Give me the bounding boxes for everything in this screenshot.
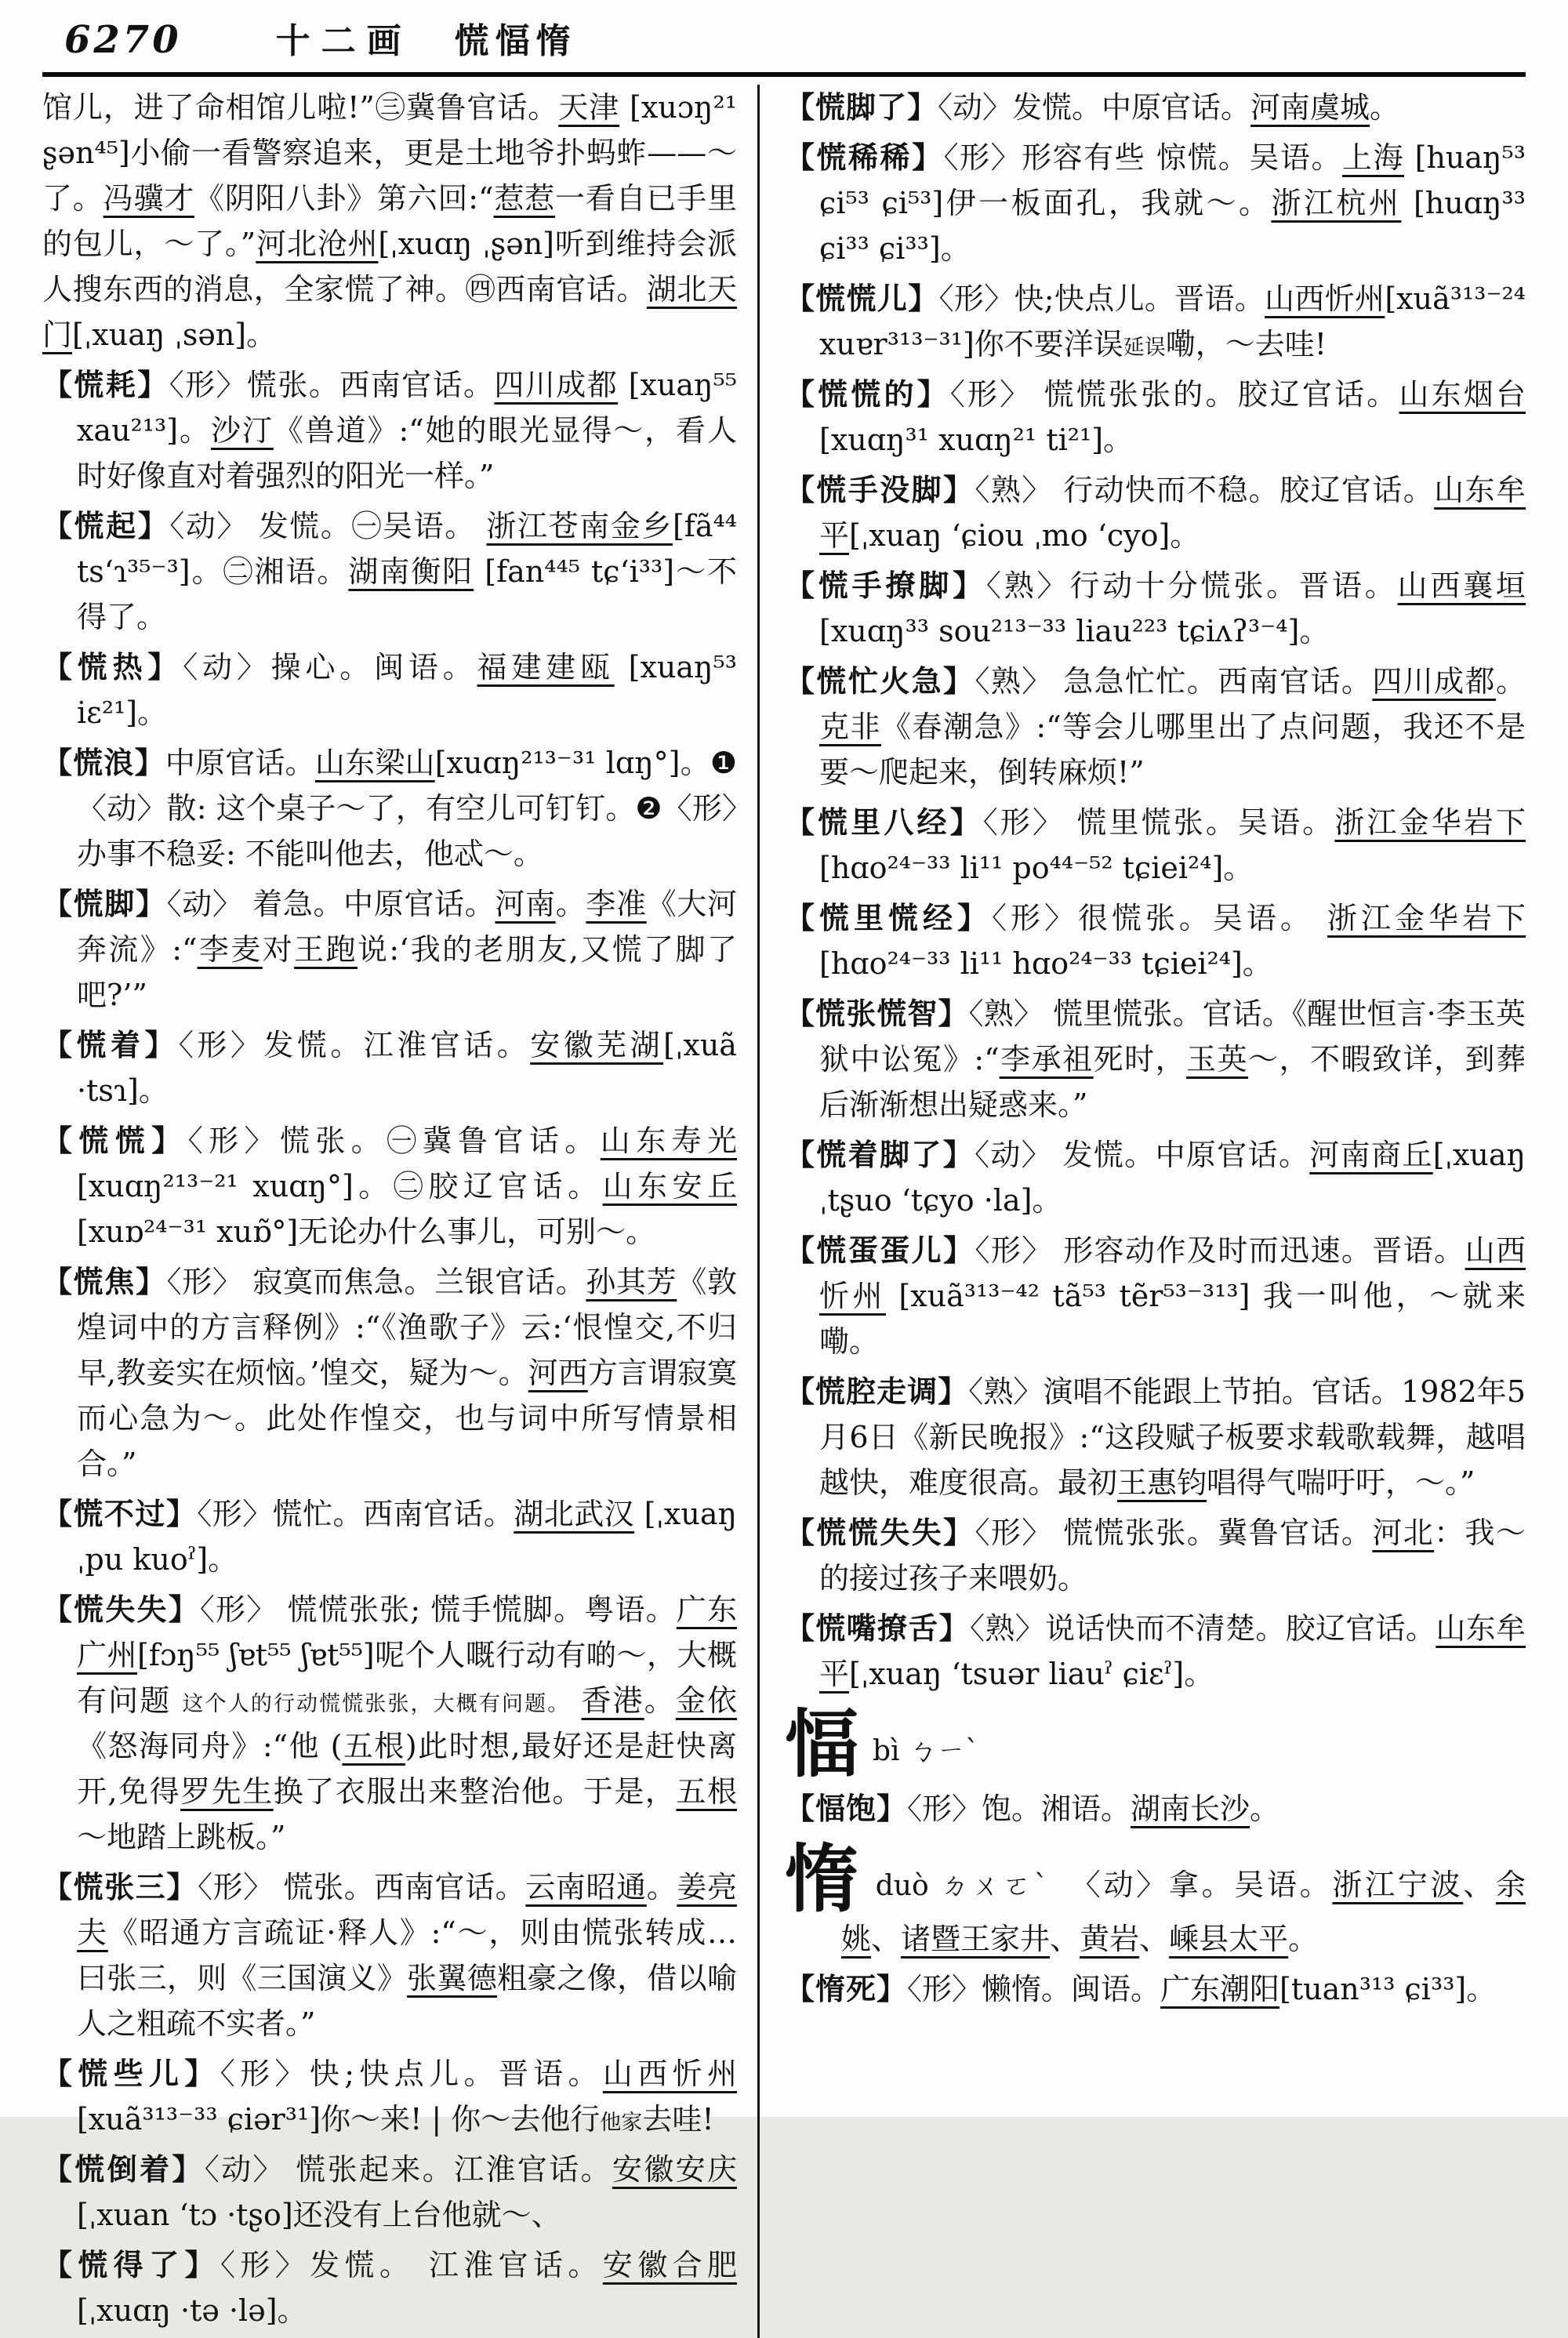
text-run: 〈形〉 慌慌张张。冀鲁官话。 — [975, 1516, 1373, 1550]
proper-noun-run: 浙江宁波 — [1332, 1868, 1464, 1902]
proper-noun-run: 山东烟台 — [1399, 377, 1526, 412]
text-run: 。 — [1250, 1792, 1280, 1826]
text-run: 说:‘我的老朋友,又慌了脚了吧?’” — [77, 932, 737, 1012]
proper-noun-run: 香港 — [581, 1683, 644, 1718]
proper-noun-run: 天津 — [558, 90, 620, 125]
stroke-count-section: 十二画 — [275, 21, 412, 61]
proper-noun-run: 云南昭通 — [525, 1870, 647, 1904]
big-character: 惰 — [785, 1836, 862, 1922]
proper-noun-run: 黄岩 — [1080, 1922, 1140, 1956]
dict-entry — [42, 1587, 737, 1860]
proper-noun-run: 湖南衡阳 — [348, 554, 474, 589]
dict-entry — [785, 563, 1526, 654]
dict-entry — [785, 1228, 1526, 1364]
text-run: 。 — [1495, 664, 1526, 699]
proper-noun-run: 五根 — [342, 1729, 405, 1763]
char-headword — [785, 1701, 1526, 1788]
entry-headword: 【慌蛋蛋儿】 — [785, 1233, 975, 1268]
proper-noun-run: 广东广州 — [77, 1592, 737, 1672]
text-run: 、 — [871, 1922, 902, 1956]
entry-headword: 【慌腔走调】 — [785, 1374, 969, 1409]
pinyin-zhuyin: duò ㄉㄨㄛˋ — [875, 1870, 1063, 1902]
text-run: 对 — [262, 932, 295, 967]
continuation-paragraph — [42, 85, 737, 358]
text-run: [huɑŋ³³ ɕi³³ ɕi³³]。 — [819, 186, 1526, 266]
proper-noun-run: 山西襄垣 — [1397, 568, 1526, 603]
text-run: [xuɒ²⁴⁻³¹ xuɒ̃°]无论办什么事儿，可别～。 — [77, 1214, 656, 1249]
text-run: [xuɑŋ²¹³⁻²¹ xuɑŋ°]。㊁胶辽官话。 — [77, 1169, 603, 1203]
text-run: ：我～的接过孩子来喂奶。 — [819, 1516, 1526, 1596]
section-headword-chars: 慌愊惰 — [454, 21, 577, 61]
entry-headword: 【慌失失】 — [42, 1592, 200, 1627]
text-run: 〈形〉快;快点儿。晋语。 — [938, 281, 1265, 316]
page-number: 6270 — [64, 18, 182, 62]
text-run: [xuɑŋ²¹³⁻³¹ lɑŋ°]。❶〈动〉散: 这个桌子～了，有空儿可钉钉。❷〈形〉办事不稳妥: 不能叫他去，他忒～。 — [77, 746, 737, 871]
text-run: 〈熟〉 行动快而不稳。胶辽官话。 — [975, 473, 1435, 507]
dict-entry — [785, 1606, 1526, 1697]
entry-headword: 【慌张慌智】 — [785, 996, 969, 1031]
text-run: 〈形〉 形容动作及时而迅速。晋语。 — [975, 1233, 1465, 1268]
entry-headword: 【慌耗】 — [42, 367, 169, 402]
header-rule — [42, 72, 1526, 77]
text-run: 《敦煌词中的方言释例》:“《渔歌子》云:‘恨惶交,不归早,教妾实在烦恼。’惶交，疑为～。 — [77, 1265, 737, 1390]
dict-entry — [785, 1510, 1526, 1601]
dict-entry — [785, 1369, 1526, 1505]
dict-entry — [785, 467, 1526, 558]
text-run: 〈熟〉 急急忙忙。西南官话。 — [975, 664, 1373, 699]
text-run: 《春潮急》:“等会儿哪里出了点问题，我还不是要～爬起来，倒转麻烦!” — [819, 710, 1526, 790]
text-run: 〈动〉 着急。中原官话。 — [166, 887, 495, 921]
dict-entry — [785, 372, 1526, 463]
text-run: 中原官话。 — [165, 746, 315, 780]
proper-noun-run: 五根 — [676, 1774, 737, 1809]
text-run: [ˌxuã ·tsɿ]。 — [77, 1028, 737, 1108]
text-run: ～地踏上跳板。” — [77, 1820, 286, 1854]
text-run: [xuã³¹³⁻⁴² tã⁵³ tẽr⁵³⁻³¹³] 我一叫他，～就来嘞。 — [819, 1279, 1526, 1359]
text-run: 《昭通方言疏证·释人》:“～，则由慌张转成…曰张三，则《三国演义》 — [77, 1915, 737, 1995]
text-run: 〈形〉 慌慌张张; 慌手慌脚。粤语。 — [199, 1592, 677, 1627]
proper-noun-run: 王跑 — [294, 932, 358, 967]
entry-headword: 【慌倒着】 — [42, 2151, 205, 2187]
proper-noun-run: 河南 — [495, 887, 556, 921]
proper-noun-run: 李承祖 — [999, 1042, 1094, 1076]
entry-headword: 【慌里慌经】 — [785, 900, 992, 935]
text-run: )此时想,最好还是赶快离开,免得 — [77, 1729, 737, 1809]
entry-headword: 【慌嘴撩舌】 — [785, 1610, 970, 1646]
proper-noun-run: 河西 — [528, 1356, 588, 1390]
proper-noun-run: 河北沧州 — [256, 227, 379, 261]
dict-entry — [42, 503, 737, 640]
text-run: 〈形〉慌张。㊀冀鲁官话。 — [187, 1124, 601, 1158]
gloss-small-run: 延误 — [1123, 336, 1166, 360]
text-run: 〈形〉发慌。江淮官话。 — [178, 1028, 531, 1062]
text-run: [ˌxuaŋ ˌtʂuo ʻtɕyo ·la]。 — [819, 1138, 1526, 1218]
text-run: 。 — [555, 887, 586, 921]
dict-entry — [42, 1259, 737, 1487]
text-run: 〈动〉操心。闽语。 — [183, 650, 477, 684]
entry-headword: 【慌浪】 — [42, 745, 165, 780]
proper-noun-run: 山东安丘 — [602, 1169, 737, 1203]
dict-entry — [785, 1786, 1526, 1832]
text-run: 《阴阳八卦》第六回:“ — [194, 181, 494, 216]
text-run: 、 — [1050, 1922, 1080, 1956]
proper-noun-run: 嵊县太平 — [1169, 1922, 1289, 1956]
text-run: 〈形〉快;快点儿。晋语。 — [220, 2057, 603, 2091]
text-run: 。 — [1370, 90, 1400, 125]
entry-headword: 【慌慌失失】 — [785, 1515, 975, 1550]
entry-headword: 【慌稀稀】 — [785, 140, 944, 175]
entry-headword: 【慌里八经】 — [785, 804, 983, 840]
text-run: 方言谓寂寞而心急为～。此处作惶交，也与词中所写情景相合。” — [77, 1356, 737, 1481]
dict-entry — [42, 1864, 737, 2046]
text-run: 〈形〉 慌张。西南官话。 — [198, 1870, 526, 1904]
entry-headword: 【慌手撩脚】 — [785, 568, 986, 603]
entry-headword: 【慌慌】 — [42, 1123, 188, 1158]
text-run: 《大河奔流》:“ — [77, 887, 737, 967]
text-run: [xuã³¹³⁻³³ ɕiər³¹]你～来! | 你～去他行 — [77, 2102, 601, 2137]
text-run: 唱得气喘吁吁，～。” — [1207, 1465, 1475, 1500]
text-run: 〈形〉形容有些 惊慌。吴语。 — [943, 140, 1342, 175]
proper-noun-run: 姜亮夫 — [77, 1870, 737, 1950]
entry-headword: 【慌慌儿】 — [785, 281, 939, 316]
text-run: [xuɑŋ³³ sou²¹³⁻³³ liau²²³ tɕiʌʔ³⁻⁴]。 — [819, 614, 1330, 648]
dict-entry — [785, 1132, 1526, 1223]
dict-entry — [785, 135, 1526, 271]
entry-headword: 【慌张三】 — [42, 1869, 198, 1904]
text-run: 〈动〉拿。吴语。 — [1070, 1868, 1333, 1902]
entry-headword: 【慌忙火急】 — [785, 663, 975, 699]
entry-headword: 【慌脚了】 — [785, 89, 938, 125]
dict-entry — [42, 2051, 737, 2142]
text-run: 〈形〉 慌慌张张的。胶辽官话。 — [949, 377, 1399, 412]
text-run: 〈形〉懒惰。闽语。 — [907, 1972, 1161, 2006]
text-run: 〈形〉 慌里慌张。吴语。 — [982, 805, 1335, 840]
proper-noun-run: 金依 — [675, 1683, 737, 1718]
proper-noun-run: 上海 — [1341, 140, 1405, 175]
entry-headword: 【惰死】 — [785, 1971, 908, 2006]
text-run: [fã⁴⁴ tsʻɿ³⁵⁻³]。㊁湘语。 — [77, 509, 737, 589]
dict-entry — [42, 2147, 737, 2238]
text-run: 〈动〉 发慌。㊀吴语。 — [169, 509, 487, 543]
text-run: [xuã³¹³⁻²⁴ xuɐr³¹³⁻³¹]你不要洋误 — [819, 281, 1526, 361]
proper-noun-run: 河北 — [1372, 1516, 1435, 1550]
proper-noun-run: 冯骥才 — [103, 181, 195, 216]
proper-noun-run: 王惠钧 — [1117, 1465, 1207, 1500]
text-run: [hɑo²⁴⁻³³ li¹¹ hɑo²⁴⁻³³ tɕiei²⁴]。 — [819, 946, 1272, 981]
text-columns — [42, 85, 1526, 2338]
page-header — [42, 13, 1526, 63]
text-run: 〈形〉慌忙。西南官话。 — [197, 1497, 514, 1531]
entry-headword: 【慌起】 — [42, 508, 170, 543]
char-headword — [785, 1836, 1526, 1962]
left-column — [42, 85, 757, 2338]
text-run: 〈形〉很慌张。吴语。 — [991, 901, 1327, 935]
dict-entry — [42, 362, 737, 499]
text-run: 嘞，～去哇! — [1165, 327, 1327, 361]
text-run: 〈动〉 发慌。中原官话。 — [975, 1138, 1310, 1172]
entry-headword: 【慌着】 — [42, 1027, 179, 1062]
proper-noun-run: 湖南长沙 — [1131, 1792, 1250, 1826]
text-run: [fɔŋ⁵⁵ ʃɐt⁵⁵ ʃɐt⁵⁵]呢个人嘅行动有啲～，大概有问题 — [77, 1638, 737, 1718]
dict-entry — [42, 881, 737, 1018]
proper-noun-run: 沙汀 — [210, 413, 274, 448]
dict-entry — [785, 276, 1526, 367]
proper-noun-run: 安徽安庆 — [612, 2152, 737, 2187]
proper-noun-run: 四川成都 — [1372, 664, 1496, 699]
text-run: 〈形〉饱。湘语。 — [907, 1792, 1131, 1826]
text-run: [ˌxuaŋ ʻɕiou ˌmo ʻcyo]。 — [849, 518, 1200, 553]
entry-headword: 【慌慌的】 — [785, 376, 950, 412]
entry-headword: 【愊饱】 — [785, 1791, 908, 1826]
proper-noun-run: 罗先生 — [180, 1774, 274, 1809]
dict-entry — [42, 1118, 737, 1254]
text-run: 换了衣服出来整治他。于是， — [273, 1774, 677, 1809]
proper-noun-run: 山东梁山 — [314, 746, 435, 780]
proper-noun-run: 河南虞城 — [1250, 90, 1370, 125]
proper-noun-run: 湖北天门 — [42, 272, 737, 352]
entry-headword: 【慌焦】 — [42, 1264, 167, 1299]
text-run: 粗豪之像，借以喻人之粗疏不实者。” — [77, 1961, 737, 2041]
proper-noun-run: 浙江金华岩下 — [1334, 805, 1526, 840]
proper-noun-run: 张翼德 — [407, 1961, 497, 1995]
text-run — [570, 1683, 581, 1718]
text-run: 死时， — [1093, 1042, 1187, 1076]
entry-headword: 【慌得了】 — [42, 2247, 220, 2282]
text-run: 《怒海同舟》:“他 ( — [77, 1729, 343, 1763]
gloss-small-run: 这个人的行动慌慌张张，大概有问题。 — [182, 1692, 571, 1716]
proper-noun-run: 李麦 — [197, 932, 263, 967]
text-run: 《兽道》:“她的眼光显得～，看人时好像直对着强烈的阳光一样。” — [77, 413, 737, 493]
dict-entry — [785, 1966, 1526, 2012]
proper-noun-run: 诸暨王家井 — [901, 1922, 1051, 1956]
dict-entry — [785, 659, 1526, 795]
proper-noun-run: 玉英 — [1186, 1042, 1249, 1076]
text-run: [hɑo²⁴⁻³³ li¹¹ po⁴⁴⁻⁵² tɕiei²⁴]。 — [819, 851, 1254, 885]
text-run: [xuɔŋ²¹ ʂən⁴⁵]小偷一看警察追来，更是土地爷扑蚂蚱——～了。 — [42, 90, 737, 216]
text-run: [ˌxuan ʻtɔ ·tʂo]还没有上台他就～、 — [77, 2198, 561, 2232]
text-run: 〈熟〉演唱不能跟上节拍。官话。1982年5月6日《新民晚报》:“这段赋子板要求载歌载舞，越唱越快，难度很高。最初 — [819, 1374, 1526, 1500]
dict-entry — [42, 644, 737, 735]
proper-noun-run: 安徽芜湖 — [530, 1028, 664, 1062]
proper-noun-run: 山东牟平 — [819, 1611, 1526, 1691]
text-run: 。 — [644, 1683, 676, 1718]
gloss-small-run: 他家 — [600, 2111, 643, 2135]
proper-noun-run: 四川成都 — [494, 368, 619, 402]
entry-headword: 【慌热】 — [42, 649, 183, 684]
text-run: 〈熟〉行动十分慌张。晋语。 — [985, 568, 1398, 603]
text-run: 。 — [1288, 1922, 1319, 1956]
entry-headword: 【慌不过】 — [42, 1496, 198, 1531]
text-run: 〈动〉发慌。中原官话。 — [938, 90, 1251, 125]
proper-noun-run: 湖北武汉 — [514, 1497, 635, 1531]
text-run: 〈动〉 慌张起来。江淮官话。 — [204, 2152, 612, 2187]
text-run: 〈熟〉 慌里慌张。官话。《醒世恒言·李玉英狱中讼冤》:“ — [819, 997, 1526, 1076]
proper-noun-run: 孙其芳 — [586, 1265, 677, 1299]
right-column — [757, 85, 1526, 2338]
pinyin-zhuyin: bì ㄅㄧˋ — [873, 1735, 980, 1767]
proper-noun-run: 安徽合肥 — [602, 2248, 737, 2282]
text-run: 去哇! — [642, 2102, 714, 2137]
entry-headword: 【慌着脚了】 — [785, 1137, 975, 1172]
proper-noun-run: 福建建瓯 — [477, 650, 615, 684]
text-run: [fan⁴⁴⁵ tɕʻi³³]～不得了。 — [77, 554, 737, 634]
text-run: [ˌxuɑŋ ·tə ·lə]。 — [77, 2293, 307, 2328]
entry-headword: 【慌些儿】 — [42, 2056, 220, 2091]
text-run: [xuaŋ⁵³ iɛ²¹]。 — [77, 650, 737, 730]
proper-noun-run: 山西忻州 — [602, 2057, 737, 2091]
dict-entry — [785, 85, 1526, 130]
text-run: [ˌxuaŋ ʻtsuər liauˀ ɕiɛˀ]。 — [849, 1657, 1214, 1691]
text-run: 。 — [646, 1870, 677, 1904]
text-run: 馆儿，进了命相馆儿啦!”㊂冀鲁官话。 — [42, 90, 559, 125]
text-run: 〈形〉 寂寞而焦急。兰银官话。 — [166, 1265, 586, 1299]
proper-noun-run: 山西忻州 — [1265, 281, 1385, 316]
text-run: 〈形〉发慌。 江淮官话。 — [220, 2248, 603, 2282]
text-run: 〈形〉慌张。西南官话。 — [169, 368, 495, 402]
dict-entry — [785, 800, 1526, 891]
proper-noun-run: 克非 — [819, 710, 881, 744]
proper-noun-run: 余姚 — [841, 1868, 1526, 1956]
text-run: [xuaŋ⁵⁵ xau²¹³]。 — [77, 368, 737, 448]
proper-noun-run: 广东潮阳 — [1160, 1972, 1280, 2006]
text-run: ～，不暇致详，到葬后渐渐想出疑惑来。” — [819, 1042, 1526, 1122]
text-run: 、 — [1463, 1868, 1496, 1902]
dict-entry — [42, 1491, 737, 1582]
text-run: 〈熟〉说话快而不清楚。胶辽官话。 — [970, 1611, 1436, 1646]
text-run: [ˌxuɑŋ ˌʂən]听到维持会派人搜东西的消息，全家慌了神。㊃西南官话。 — [42, 227, 737, 307]
proper-noun-run: 浙江杭州 — [1271, 186, 1402, 220]
text-run: 一看自已手里的包儿，～了。” — [42, 181, 737, 261]
proper-noun-run: 浙江苍南金乡 — [486, 509, 673, 543]
proper-noun-run: 山西忻州 — [819, 1233, 1526, 1313]
proper-noun-run: 山东寿光 — [600, 1124, 737, 1158]
big-character: 愊 — [785, 1701, 859, 1788]
proper-noun-run: 浙江金华岩下 — [1327, 901, 1526, 935]
dict-entry — [785, 895, 1526, 986]
text-run: [ˌxuaŋ ˌpu kuoˀ]。 — [77, 1497, 737, 1577]
dict-entry — [42, 740, 737, 877]
dict-entry — [42, 1022, 737, 1113]
text-run: [xuɑŋ³¹ xuɑŋ²¹ ti²¹]。 — [819, 423, 1134, 457]
text-run: [tuan³¹³ ɕi³³]。 — [1279, 1972, 1497, 2006]
entry-headword: 【慌手没脚】 — [785, 472, 975, 507]
proper-noun-run: 河南商丘 — [1309, 1138, 1433, 1172]
text-run: [ˌxuaŋ ˌsən]。 — [72, 318, 277, 352]
text-run: 、 — [1139, 1922, 1170, 1956]
dict-entry — [785, 991, 1526, 1127]
proper-noun-run: 李准 — [586, 887, 647, 921]
dict-entry — [42, 2242, 737, 2333]
text-run: [huaŋ⁵³ ɕi⁵³ ɕi⁵³]伊一板面孔，我就～。 — [819, 140, 1526, 220]
proper-noun-run: 惹惹 — [493, 181, 555, 216]
proper-noun-run: 山东牟平 — [819, 473, 1526, 553]
entry-headword: 【慌脚】 — [42, 886, 167, 921]
